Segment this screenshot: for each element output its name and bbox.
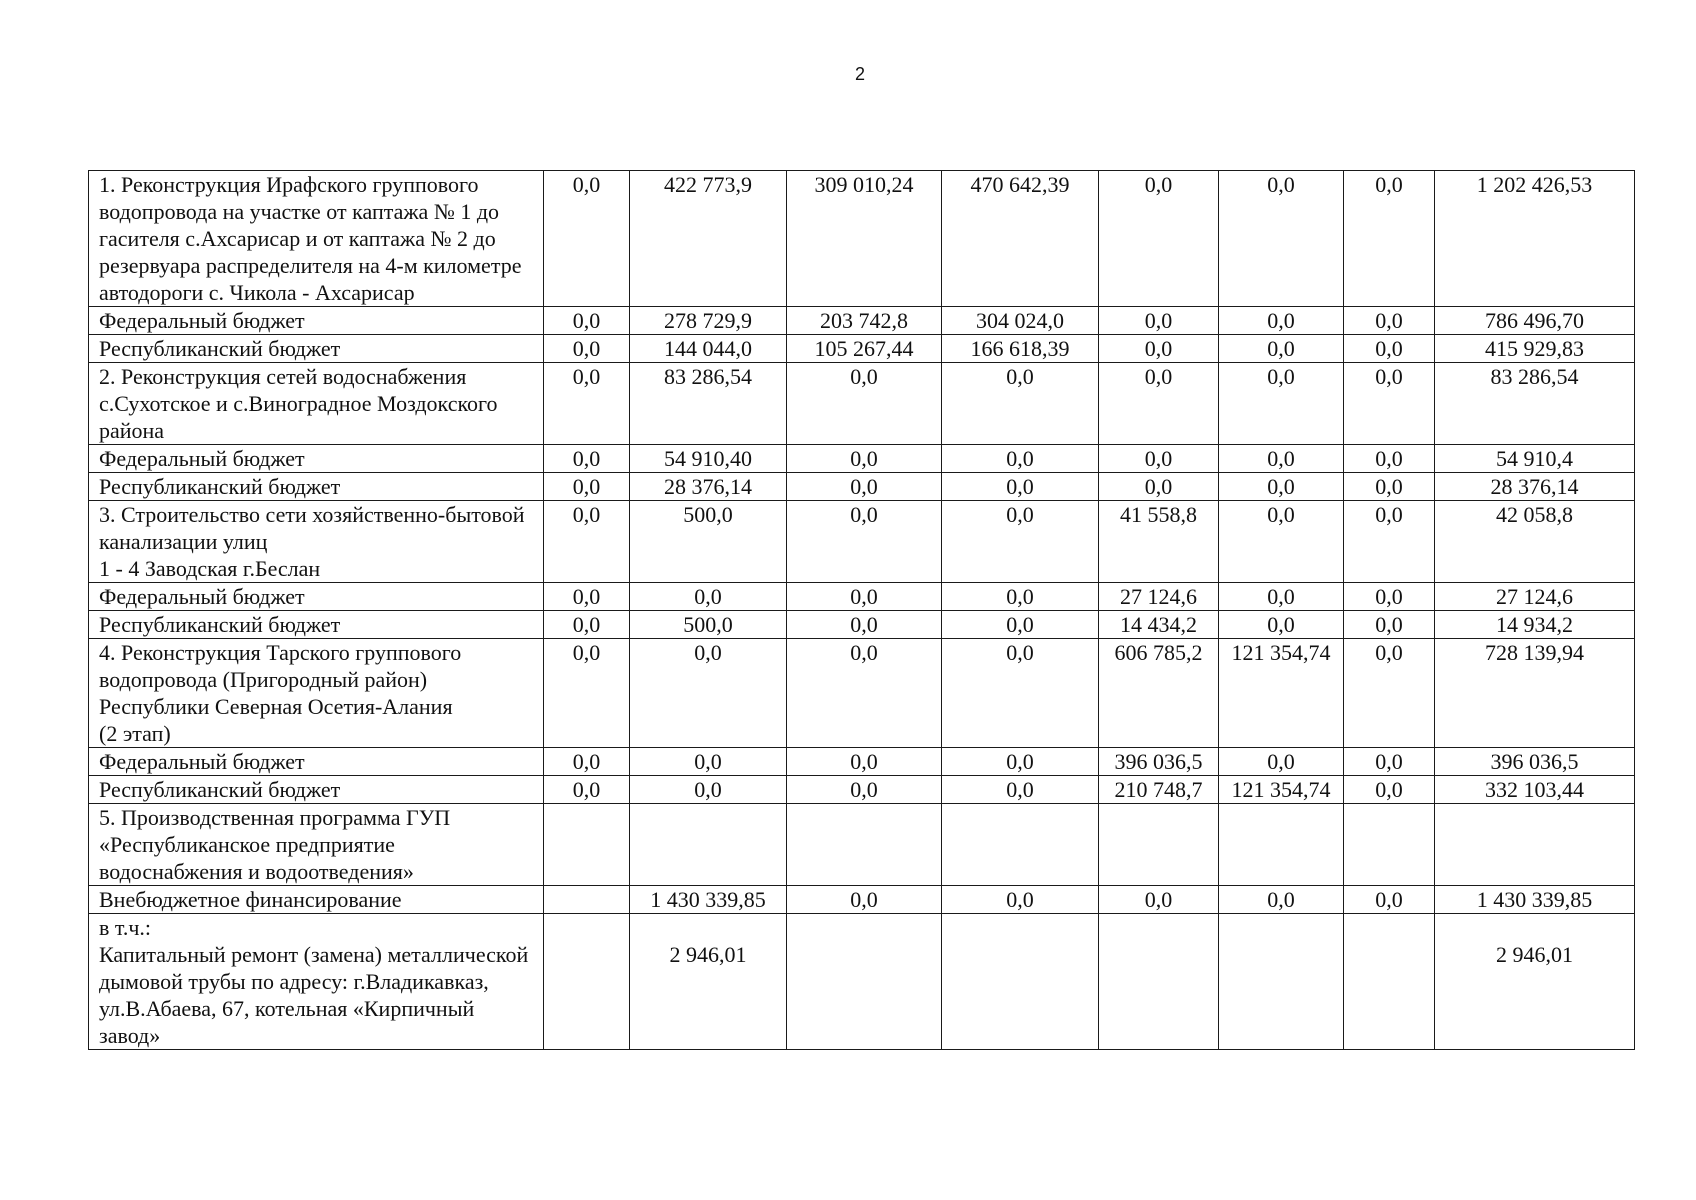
value-cell: 2 946,01	[630, 914, 787, 1050]
value-cell: 0,0	[630, 776, 787, 804]
table-row	[89, 307, 1635, 335]
value-cell: 144 044,0	[630, 335, 787, 363]
value-cell: 0,0	[1099, 171, 1219, 307]
value-cell: 54 910,40	[630, 445, 787, 473]
table-row	[89, 748, 1635, 776]
value-cell: 0,0	[1219, 473, 1344, 501]
value-cell: 0,0	[787, 473, 942, 501]
row-label: Федеральный бюджет	[89, 748, 544, 776]
value-cell: 396 036,5	[1099, 748, 1219, 776]
row-label: Республиканский бюджет	[89, 776, 544, 804]
value-cell: 0,0	[1344, 611, 1435, 639]
value-cell: 0,0	[1099, 363, 1219, 445]
value-cell: 0,0	[544, 748, 630, 776]
value-cell: 0,0	[787, 501, 942, 583]
value-cell: 1 202 426,53	[1435, 171, 1635, 307]
value-cell: 14 434,2	[1099, 611, 1219, 639]
value-cell: 0,0	[630, 583, 787, 611]
value-cell: 0,0	[1219, 363, 1344, 445]
value-cell: 0,0	[1099, 886, 1219, 914]
value-cell: 0,0	[1344, 307, 1435, 335]
value-cell: 83 286,54	[1435, 363, 1635, 445]
value-cell: 0,0	[1219, 583, 1344, 611]
row-label: Внебюджетное финансирование	[89, 886, 544, 914]
value-cell: 0,0	[787, 445, 942, 473]
value-cell	[1219, 804, 1344, 886]
value-cell: 210 748,7	[1099, 776, 1219, 804]
value-cell: 422 773,9	[630, 171, 787, 307]
value-cell: 0,0	[1219, 335, 1344, 363]
value-cell: 309 010,24	[787, 171, 942, 307]
value-cell	[787, 804, 942, 886]
row-label: Республиканский бюджет	[89, 335, 544, 363]
value-cell	[544, 804, 630, 886]
value-cell: 500,0	[630, 501, 787, 583]
value-cell: 0,0	[1099, 307, 1219, 335]
table-row	[89, 335, 1635, 363]
row-label: в т.ч.: Капитальный ремонт (замена) металлической дымовой трубы по адресу: г.Владикавказ, ул.В.Абаева, 67, котельная «Кирпичный завод»	[89, 914, 544, 1050]
row-label: 5. Производственная программа ГУП «Республиканское предприятие водоснабжения и водоотведения»	[89, 804, 544, 886]
value-cell: 0,0	[1099, 473, 1219, 501]
value-cell: 2 946,01	[1435, 914, 1635, 1050]
value-cell: 28 376,14	[630, 473, 787, 501]
row-label: Федеральный бюджет	[89, 583, 544, 611]
value-cell: 166 618,39	[942, 335, 1099, 363]
row-label: Республиканский бюджет	[89, 473, 544, 501]
table-row	[89, 473, 1635, 501]
value-cell: 0,0	[1219, 611, 1344, 639]
value-cell	[544, 886, 630, 914]
value-cell: 0,0	[1344, 639, 1435, 748]
table-row	[89, 501, 1635, 583]
value-cell	[1099, 914, 1219, 1050]
table-row	[89, 914, 1635, 1050]
value-cell: 0,0	[544, 445, 630, 473]
value-cell	[1344, 914, 1435, 1050]
value-cell: 0,0	[1344, 445, 1435, 473]
table-row	[89, 445, 1635, 473]
value-cell: 606 785,2	[1099, 639, 1219, 748]
value-cell: 0,0	[1219, 171, 1344, 307]
value-cell	[1219, 914, 1344, 1050]
value-cell: 27 124,6	[1099, 583, 1219, 611]
value-cell: 0,0	[544, 776, 630, 804]
row-label: 2. Реконструкция сетей водоснабжения с.Сухотское и с.Виноградное Моздокского района	[89, 363, 544, 445]
value-cell: 415 929,83	[1435, 335, 1635, 363]
value-cell: 14 934,2	[1435, 611, 1635, 639]
table-row	[89, 583, 1635, 611]
value-cell: 0,0	[544, 171, 630, 307]
value-cell: 0,0	[1219, 307, 1344, 335]
value-cell: 0,0	[544, 307, 630, 335]
value-cell: 0,0	[1219, 445, 1344, 473]
value-cell: 0,0	[1344, 776, 1435, 804]
budget-table-body	[89, 171, 1635, 1050]
value-cell: 0,0	[1344, 886, 1435, 914]
value-cell	[544, 914, 630, 1050]
value-cell: 0,0	[942, 776, 1099, 804]
value-cell: 0,0	[630, 748, 787, 776]
row-label: Республиканский бюджет	[89, 611, 544, 639]
value-cell: 0,0	[1099, 445, 1219, 473]
table-row	[89, 886, 1635, 914]
row-label: Федеральный бюджет	[89, 445, 544, 473]
value-cell: 0,0	[942, 611, 1099, 639]
value-cell: 304 024,0	[942, 307, 1099, 335]
value-cell: 500,0	[630, 611, 787, 639]
value-cell: 0,0	[1099, 335, 1219, 363]
value-cell: 0,0	[787, 748, 942, 776]
table-row	[89, 639, 1635, 748]
value-cell: 1 430 339,85	[1435, 886, 1635, 914]
row-label: Федеральный бюджет	[89, 307, 544, 335]
value-cell: 396 036,5	[1435, 748, 1635, 776]
value-cell: 1 430 339,85	[630, 886, 787, 914]
value-cell: 332 103,44	[1435, 776, 1635, 804]
value-cell: 786 496,70	[1435, 307, 1635, 335]
value-cell: 0,0	[1219, 501, 1344, 583]
table-row	[89, 611, 1635, 639]
value-cell: 0,0	[942, 886, 1099, 914]
value-cell: 0,0	[1344, 748, 1435, 776]
value-cell: 0,0	[787, 363, 942, 445]
value-cell: 0,0	[1344, 583, 1435, 611]
row-label: 4. Реконструкция Тарского группового водопровода (Пригородный район) Республики Северная Осетия-Алания (2 этап)	[89, 639, 544, 748]
value-cell: 0,0	[1344, 171, 1435, 307]
value-cell: 0,0	[787, 639, 942, 748]
value-cell: 0,0	[1344, 473, 1435, 501]
value-cell: 0,0	[544, 639, 630, 748]
value-cell: 0,0	[1344, 335, 1435, 363]
table-row	[89, 804, 1635, 886]
value-cell: 0,0	[544, 335, 630, 363]
table-row	[89, 363, 1635, 445]
table-row	[89, 776, 1635, 804]
value-cell: 41 558,8	[1099, 501, 1219, 583]
value-cell: 0,0	[630, 639, 787, 748]
value-cell: 121 354,74	[1219, 776, 1344, 804]
value-cell: 0,0	[544, 501, 630, 583]
value-cell: 0,0	[942, 445, 1099, 473]
value-cell: 42 058,8	[1435, 501, 1635, 583]
value-cell: 0,0	[942, 501, 1099, 583]
value-cell: 0,0	[544, 363, 630, 445]
value-cell: 0,0	[942, 473, 1099, 501]
row-label: 1. Реконструкция Ирафского группового водопровода на участке от каптажа № 1 до гасителя с.Ахсарисар и от каптажа № 2 до резервуара распределителя на 4-м километре автодороги с. Чикола - Ахсарисар	[89, 171, 544, 307]
value-cell	[1435, 804, 1635, 886]
value-cell: 0,0	[1219, 748, 1344, 776]
value-cell: 0,0	[942, 583, 1099, 611]
row-label: 3. Строительство сети хозяйственно-бытовой канализации улиц 1 - 4 Заводская г.Беслан	[89, 501, 544, 583]
value-cell	[1099, 804, 1219, 886]
table-row	[89, 171, 1635, 307]
value-cell: 0,0	[1344, 363, 1435, 445]
value-cell: 0,0	[1219, 886, 1344, 914]
value-cell	[942, 804, 1099, 886]
value-cell	[942, 914, 1099, 1050]
value-cell: 121 354,74	[1219, 639, 1344, 748]
budget-table	[88, 170, 1635, 1050]
value-cell: 83 286,54	[630, 363, 787, 445]
value-cell: 105 267,44	[787, 335, 942, 363]
value-cell: 28 376,14	[1435, 473, 1635, 501]
value-cell: 0,0	[942, 363, 1099, 445]
value-cell: 0,0	[787, 611, 942, 639]
value-cell: 0,0	[787, 776, 942, 804]
value-cell: 0,0	[942, 748, 1099, 776]
value-cell: 27 124,6	[1435, 583, 1635, 611]
value-cell: 0,0	[787, 886, 942, 914]
value-cell: 0,0	[787, 583, 942, 611]
value-cell: 203 742,8	[787, 307, 942, 335]
value-cell: 0,0	[544, 473, 630, 501]
value-cell: 0,0	[544, 611, 630, 639]
value-cell	[787, 914, 942, 1050]
value-cell: 0,0	[942, 639, 1099, 748]
value-cell	[1344, 804, 1435, 886]
value-cell: 0,0	[1344, 501, 1435, 583]
value-cell	[630, 804, 787, 886]
value-cell: 470 642,39	[942, 171, 1099, 307]
value-cell: 728 139,94	[1435, 639, 1635, 748]
page-number: 2	[854, 64, 865, 84]
value-cell: 278 729,9	[630, 307, 787, 335]
value-cell: 54 910,4	[1435, 445, 1635, 473]
value-cell: 0,0	[544, 583, 630, 611]
